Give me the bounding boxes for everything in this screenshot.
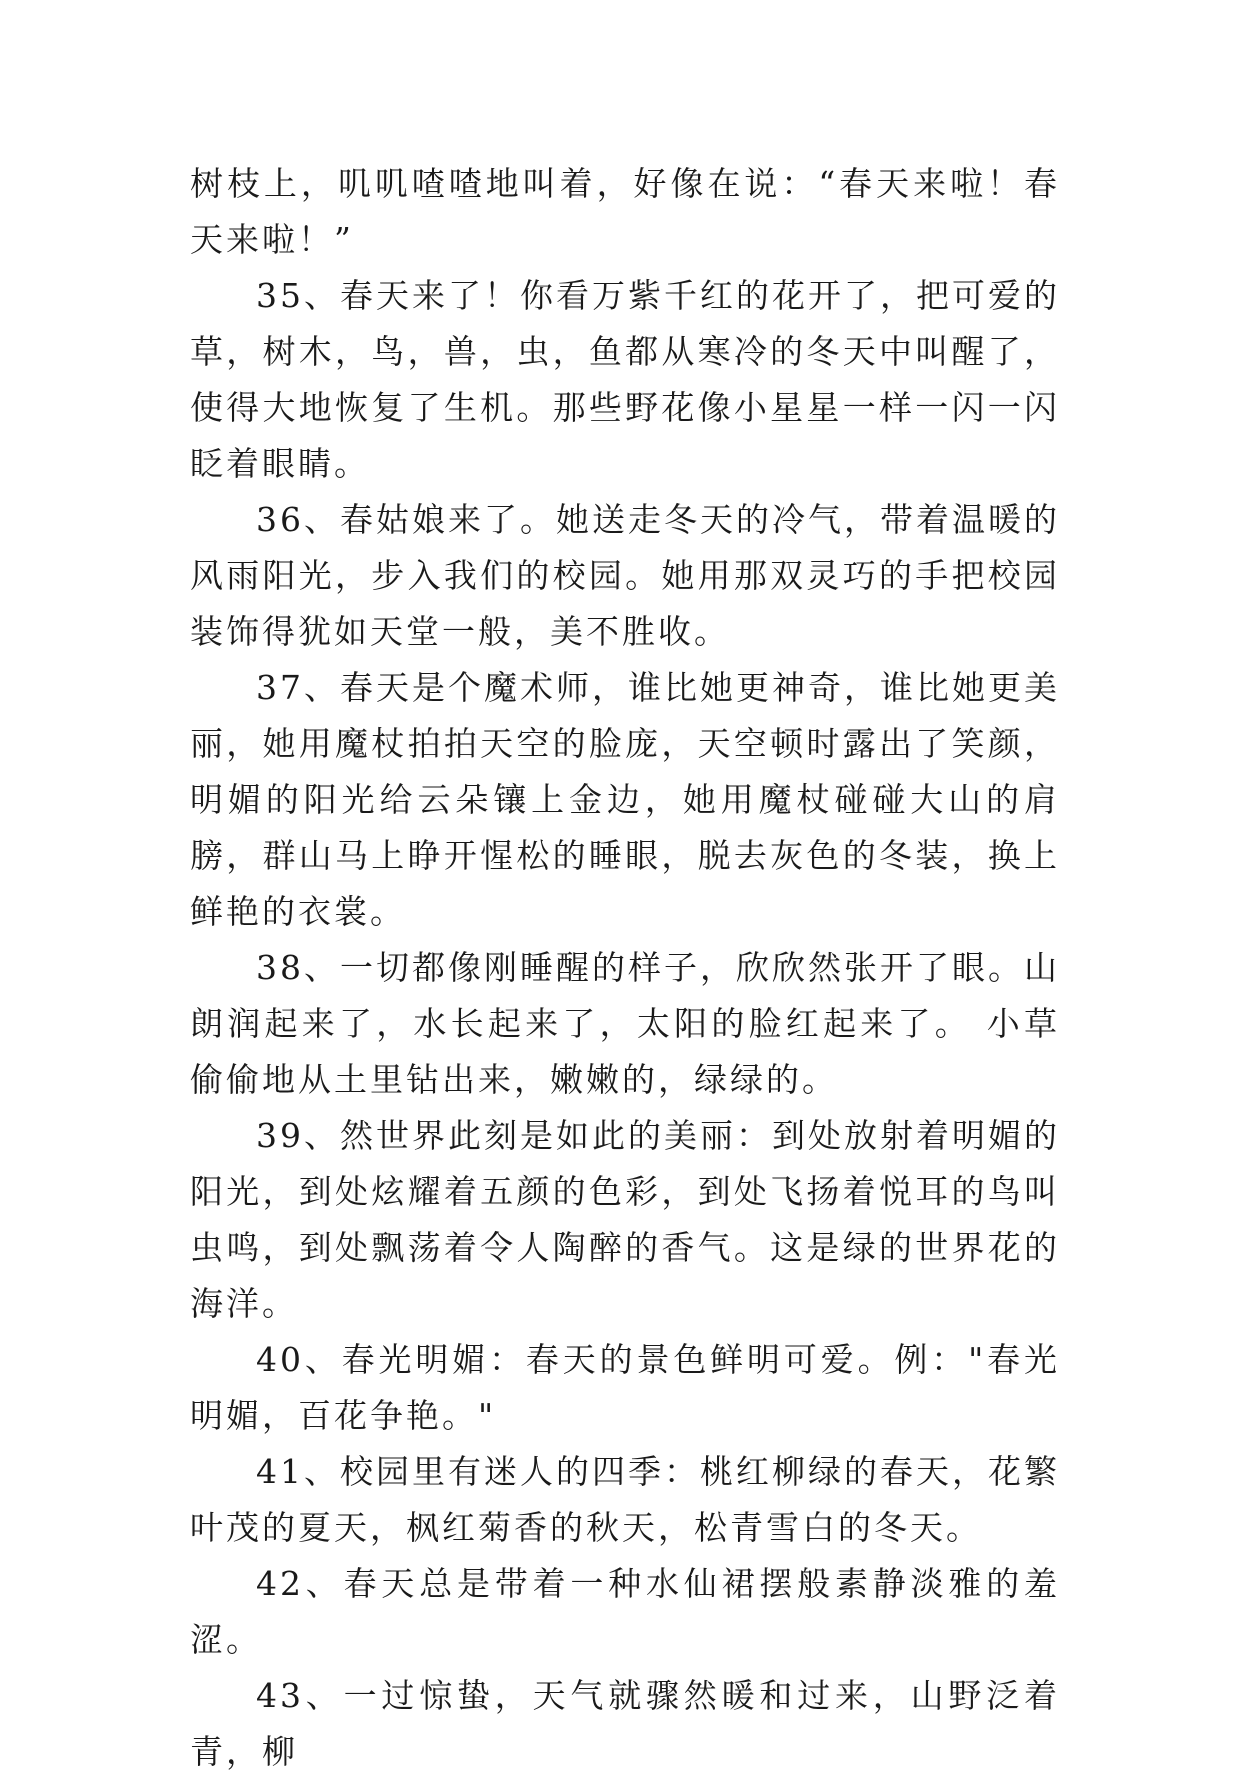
paragraph-37: 37、春天是个魔术师，谁比她更神奇，谁比她更美丽，她用魔杖拍拍天空的脸庞，天空顿时露出了笑颜，明媚的阳光给云朵镶上金边，她用魔杖碰碰大山的肩膀，群山马上睁开惺松的睡眼，脱去灰色的冬装，换上鲜艳的衣裳。: [190, 668, 1060, 931]
paragraph-continuation: 树枝上，叽叽喳喳地叫着，好像在说：“春天来啦！春天来啦！”: [190, 164, 1060, 259]
paragraph-42: 42、春天总是带着一种水仙裙摆般素静淡雅的羞涩。: [190, 1564, 1060, 1659]
document-body: [190, 156, 1060, 1780]
paragraph-40: 40、春光明媚：春天的景色鲜明可爱。例："春光明媚，百花争艳。": [190, 1340, 1060, 1435]
paragraph-38: 38、一切都像刚睡醒的样子，欣欣然张开了眼。山朗润起来了，水长起来了，太阳的脸红起来了。 小草偷偷地从土里钻出来，嫩嫩的，绿绿的。: [190, 948, 1060, 1099]
paragraph-43: 43、一过惊蛰，天气就骤然暖和过来，山野泛着青，柳: [190, 1676, 1060, 1771]
paragraph-35: 35、春天来了！你看万紫千红的花开了，把可爱的草，树木，鸟，兽，虫，鱼都从寒冷的冬天中叫醒了，使得大地恢复了生机。那些野花像小星星一样一闪一闪眨着眼睛。: [190, 276, 1060, 483]
paragraph-39: 39、然世界此刻是如此的美丽：到处放射着明媚的阳光，到处炫耀着五颜的色彩，到处飞扬着悦耳的鸟叫虫鸣，到处飘荡着令人陶醉的香气。这是绿的世界花的海洋。: [190, 1116, 1060, 1323]
paragraph-36: 36、春姑娘来了。她送走冬天的冷气，带着温暖的风雨阳光，步入我们的校园。她用那双灵巧的手把校园装饰得犹如天堂一般，美不胜收。: [190, 500, 1060, 651]
paragraph-41: 41、校园里有迷人的四季：桃红柳绿的春天，花繁叶茂的夏天，枫红菊香的秋天，松青雪白的冬天。: [190, 1452, 1060, 1547]
